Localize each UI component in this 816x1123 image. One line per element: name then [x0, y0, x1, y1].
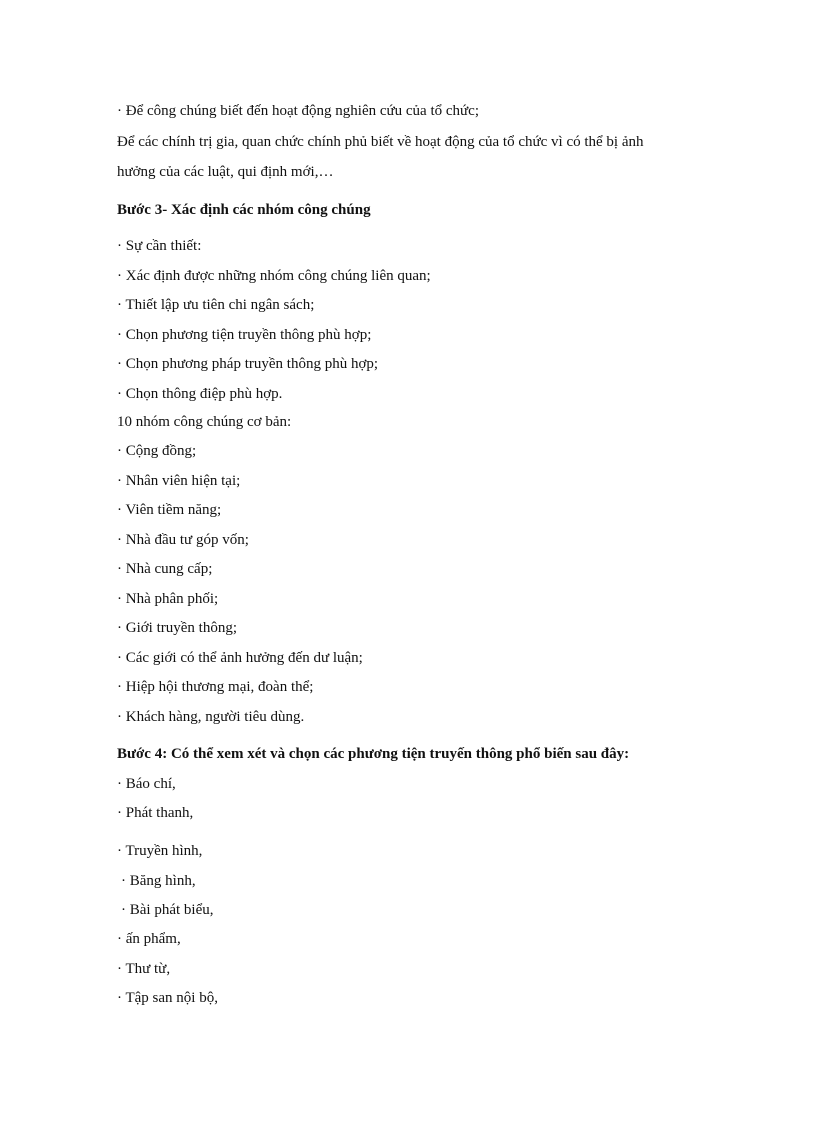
list-item: · Giới truyền thông; — [117, 620, 237, 636]
list-item: · ấn phẩm, — [117, 931, 181, 947]
list-item: · Khách hàng, người tiêu dùng. — [117, 709, 305, 725]
list-item: · Thiết lập ưu tiên chi ngân sách; — [117, 297, 315, 313]
list-item: · Các giới có thể ảnh hưởng đến dư luận; — [117, 650, 363, 666]
list-item: · Truyền hình, — [117, 843, 203, 859]
list-item: · Chọn phương pháp truyền thông phù hợp; — [117, 356, 379, 372]
list-item: · Nhà cung cấp; — [117, 561, 213, 577]
list-item: · Cộng đồng; — [117, 443, 197, 459]
list-item: · Phát thanh, — [117, 805, 194, 821]
list-item: · Chọn thông điệp phù hợp. — [117, 386, 283, 402]
intro-line-3: hưởng của các luật, qui định mới,… — [117, 164, 334, 180]
list-item: · Chọn phương tiện truyền thông phù hợp; — [117, 327, 372, 343]
list-item: · Tập san nội bộ, — [117, 990, 218, 1006]
intro-line-1: · Để công chúng biết đến hoạt động nghiên cứu của tổ chức; — [117, 103, 479, 119]
step4-heading: Bước 4: Có thể xem xét và chọn các phương tiện truyến thông phổ biến sau đây: — [117, 746, 630, 762]
list-item: · Nhân viên hiện tại; — [117, 473, 241, 489]
list-item: · Xác định được những nhóm công chúng liên quan; — [117, 268, 431, 284]
list-item: · Nhà phân phối; — [117, 591, 219, 607]
list-item: · Hiệp hội thương mại, đoàn thể; — [117, 679, 314, 695]
list-item: 10 nhóm công chúng cơ bản: — [117, 414, 292, 430]
step3-heading: Bước 3- Xác định các nhóm công chúng — [117, 202, 371, 218]
list-item: · Viên tiềm năng; — [117, 502, 222, 518]
list-item: · Nhà đầu tư góp vốn; — [117, 532, 249, 548]
list-item: · Thư từ, — [117, 961, 171, 977]
intro-line-2: Để các chính trị gia, quan chức chính phủ biết về hoạt động của tổ chức vì có thể bị ảnh — [117, 134, 644, 150]
list-item: · Bài phát biểu, — [121, 902, 214, 918]
list-item: · Báo chí, — [117, 776, 176, 792]
list-item: · Sự cần thiết: — [117, 238, 202, 254]
list-item: · Băng hình, — [121, 873, 196, 889]
